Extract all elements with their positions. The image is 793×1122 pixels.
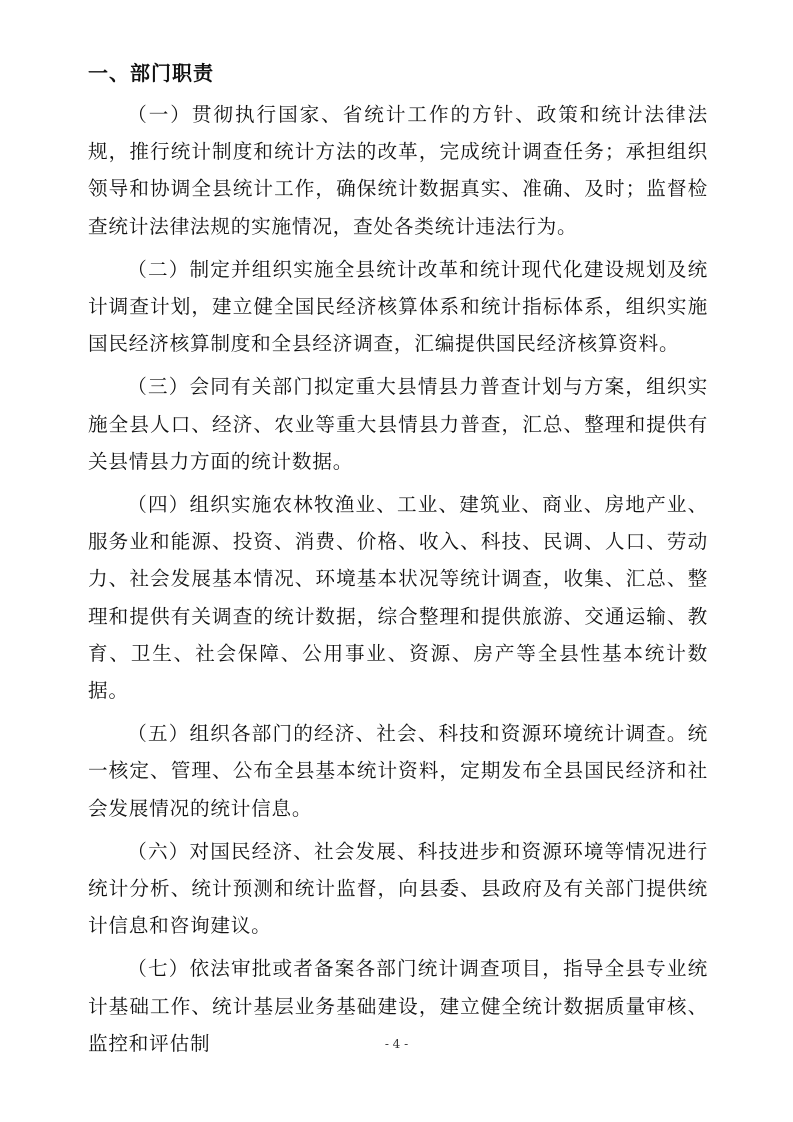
section-heading: 一、部门职责: [88, 61, 214, 85]
paragraph-2: （二）制定并组织实施全县统计改革和统计现代化建设规划及统计调查计划，建立健全国民经济核算体系和统计指标体系，组织实施国民经济核算制度和全县经济调查，汇编提供国民经济核算资料。: [88, 257, 708, 356]
paragraph-4: （四）组织实施农林牧渔业、工业、建筑业、商业、房地产业、服务业和能源、投资、消费、价格、收入、科技、民调、人口、劳动力、社会发展基本情况、环境基本状况等统计调查，收集、汇总、整理和提供有关调查的统计数据，综合整理和提供旅游、交通运输、教育、卫生、社会保障、公用事业、资源、房产等全县性基本统计数据。: [88, 493, 708, 703]
page-number: - 4 -: [384, 1037, 409, 1051]
paragraph-5: （五）组织各部门的经济、社会、科技和资源环境统计调查。统一核定、管理、公布全县基本统计资料，定期发布全县国民经济和社会发展情况的统计信息。: [88, 722, 708, 820]
paragraph-1: （一）贯彻执行国家、省统计工作的方针、政策和统计法律法规，推行统计制度和统计方法的改革，完成统计调查任务；承担组织领导和协调全县统计工作，确保统计数据真实、准确、及时；监督检查统计法律法规的实施情况，查处各类统计违法行为。: [88, 103, 708, 238]
paragraph-3: （三）会同有关部门拟定重大县情县力普查计划与方案，组织实施全县人口、经济、农业等重大县情县力普查，汇总、整理和提供有关县情县力方面的统计数据。: [88, 375, 708, 473]
document-page: [88, 56, 708, 1068]
paragraph-7: （七）依法审批或者备案各部门统计调查项目，指导全县专业统计基础工作、统计基层业务基础建设，建立健全统计数据质量审核、监控和评估制: [88, 957, 708, 1055]
paragraph-6: （六）对国民经济、社会发展、科技进步和资源环境等情况进行统计分析、统计预测和统计监督，向县委、县政府及有关部门提供统计信息和咨询建议。: [88, 839, 708, 938]
